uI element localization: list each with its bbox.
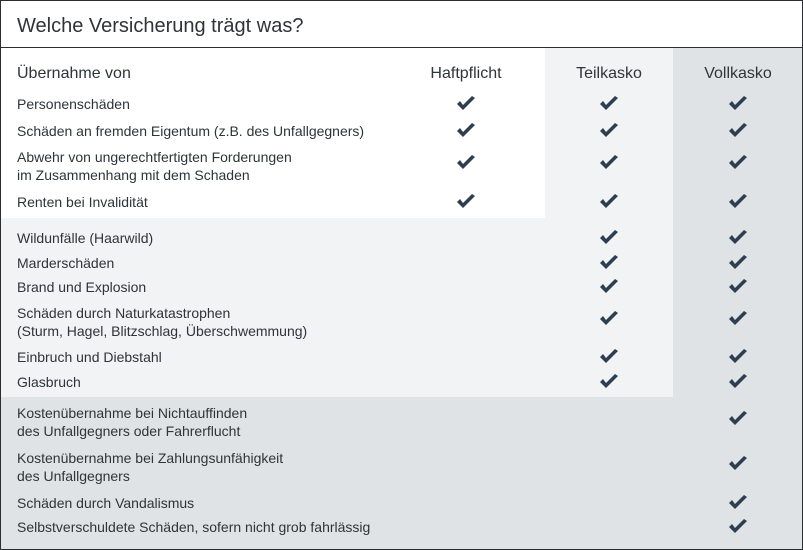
row-label (17, 304, 417, 340)
checkmark-icon (456, 96, 476, 112)
row-label-line: Kostenübernahme bei Nichtauffinden (17, 405, 248, 421)
checkmark-icon (728, 123, 748, 139)
checkmark-icon (599, 155, 619, 171)
checkmark-icon (599, 349, 619, 365)
checkmark-icon (728, 96, 748, 112)
checkmark-icon (456, 194, 476, 210)
row-label-line: Einbruch und Diebstahl (17, 349, 162, 365)
checkmark-icon (728, 194, 748, 210)
checkmark-icon (599, 194, 619, 210)
row-label-line: Brand und Explosion (17, 279, 147, 295)
header-label: Übernahme von (17, 65, 131, 82)
row-label-line: Selbstverschuldete Schäden, sofern nicht grob fahrlässig (17, 519, 371, 535)
checkmark-icon (599, 96, 619, 112)
checkmark-icon (728, 279, 748, 295)
row-label (17, 348, 417, 366)
row-label-line: Schäden durch Vandalismus (17, 495, 195, 511)
row-label-line: Schäden an fremden Eigentum (z.B. des Unfallgegners) (17, 123, 365, 139)
checkmark-icon (456, 123, 476, 139)
row-label-line: Personenschäden (17, 96, 130, 112)
checkmark-icon (728, 349, 748, 365)
checkmark-icon (456, 155, 476, 171)
row-label-line: des Unfallgegners oder Fahrerflucht (17, 423, 241, 439)
row-label-line: (Sturm, Hagel, Blitzschlag, Überschwemmung) (17, 323, 308, 339)
row-label-line: Renten bei Invalidität (17, 194, 148, 210)
checkmark-icon (728, 495, 748, 511)
row-label-line: Marderschäden (17, 255, 115, 271)
title-bar (1, 1, 802, 48)
checkmark-icon (728, 311, 748, 327)
row-label (17, 404, 417, 440)
page-title: Welche Versicherung trägt was? (17, 15, 304, 37)
column-header-vollkasko: Vollkasko (704, 65, 772, 82)
checkmark-icon (728, 519, 748, 535)
checkmark-icon (599, 279, 619, 295)
row-label-line: im Zusammenhang mit dem Schaden (17, 167, 250, 183)
checkmark-icon (728, 155, 748, 171)
checkmark-icon (599, 311, 619, 327)
row-label-line: des Unfallgegners (17, 468, 130, 484)
checkmark-icon (728, 374, 748, 390)
row-label (17, 122, 417, 140)
checkmark-icon (599, 123, 619, 139)
column-header-haftpflicht: Haftpflicht (430, 65, 502, 82)
checkmark-icon (728, 456, 748, 472)
checkmark-icon (599, 374, 619, 390)
row-label (17, 494, 417, 512)
checkmark-icon (728, 411, 748, 427)
column-header-teilkasko: Teilkasko (576, 65, 642, 82)
checkmark-icon (599, 255, 619, 271)
row-label-line: Wildunfälle (Haarwild) (17, 230, 154, 246)
row-label (17, 193, 417, 211)
row-label (17, 278, 417, 296)
checkmark-icon (728, 255, 748, 271)
row-label-line: Glasbruch (17, 374, 81, 390)
row-label (17, 148, 417, 184)
row-label-line: Schäden durch Naturkatastrophen (17, 305, 231, 321)
row-label (17, 254, 417, 272)
row-label (17, 449, 417, 485)
row-label-line: Kostenübernahme bei Zahlungsunfähigkeit (17, 450, 284, 466)
row-label-line: Abwehr von ungerechtfertigten Forderungen (17, 149, 292, 165)
checkmark-icon (599, 230, 619, 246)
row-label (17, 373, 417, 391)
row-label (17, 229, 417, 247)
row-label (17, 95, 417, 113)
checkmark-icon (728, 230, 748, 246)
row-label (17, 518, 417, 536)
